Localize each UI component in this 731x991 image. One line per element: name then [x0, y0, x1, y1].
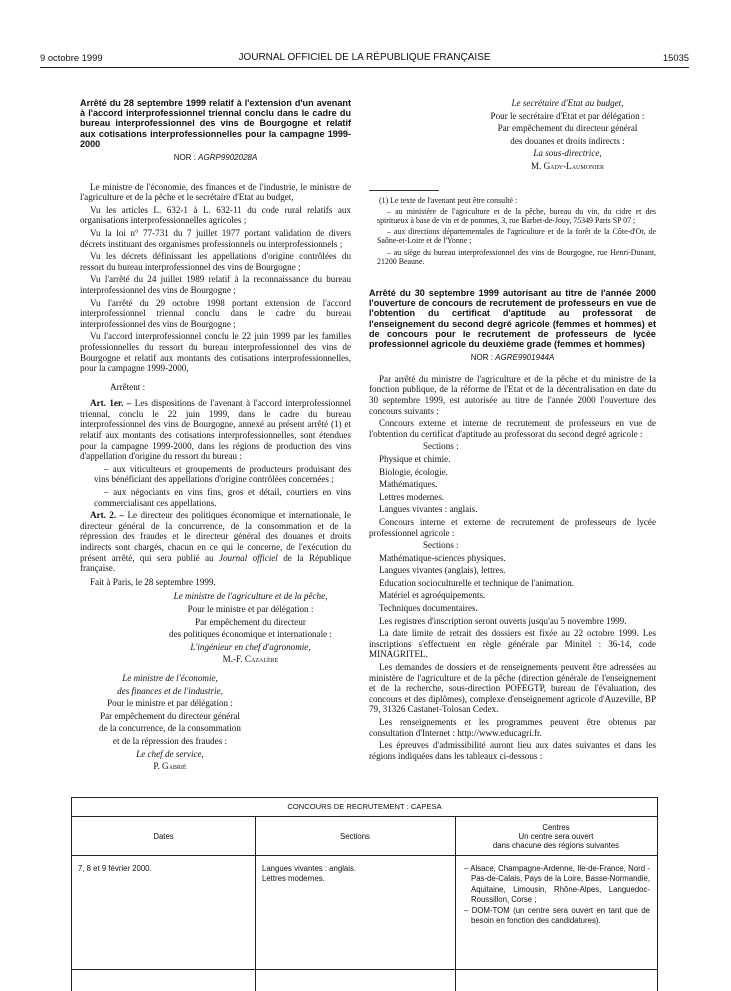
section-item: Biologie, écologie.: [379, 466, 448, 477]
header-dates: Dates: [153, 831, 174, 841]
row-divider: [72, 969, 657, 970]
preamble-para: Le ministre de l'économie, des finances et de l'industrie, le ministre de l'agriculture et de la pêche et le secrétaire d'Etat au budget,: [80, 181, 351, 203]
demandes-para: Les demandes de dossiers et de renseignements peuvent être adressées au ministère de l'agriculture et de la pêche (direction générale de l'enseignement et de la recherche, sous-direction POFEGTP, bureau de l'évaluation, des concours et des diplômes), complexe d'enseignement agricole d'Auzeville, BP 79, 31326 Castanet-Tolosan Cedex.: [369, 662, 656, 715]
signatory-name: P. Gabrié: [153, 761, 187, 772]
section-item: Lettres modernes.: [379, 491, 445, 502]
table-header-row: [72, 817, 657, 856]
footnote-item: – aux directions départementales de l'agriculture et de la forêt de la Côte-d'Or, de Saône-et-Loire et de l'Yonne ;: [377, 227, 656, 246]
right-column: [369, 98, 656, 763]
section-item: Langues vivantes : anglais.: [379, 504, 478, 515]
nor-code-2: AGRE9901944A: [495, 353, 555, 363]
left-column: [80, 98, 351, 774]
preamble-para: Vu l'arrêté du 29 octobre 1998 portant extension de l'accord interprofessionnel triennal conclu dans le cadre du bureau interprofessionnel des vins de Bourgogne ;: [80, 297, 351, 329]
section-item: Mathématique-sciences physiques.: [379, 552, 506, 563]
concours-2: Concours interne et externe de recrutement de professeurs de lycée professionnel agricole :: [369, 516, 656, 538]
row-sections: Langues vivantes : anglais. Lettres modernes.: [262, 864, 357, 884]
preamble-para: Vu l'accord interprofessionnel conclu le 22 juin 1999 par les familles professionnelles du ressort du bureau interprofessionnel des vins de Bourgogne et relatif aux montants des cotisations interprofessionnelles, pour la campagne 1999-2000,: [80, 331, 351, 374]
sections-heading: Sections :: [423, 540, 459, 551]
signature-block-1: Le ministre de l'agriculture et de la pêche, Pour le ministre et par délégation : Par empêchement du directeur des politiques économique et internationale : L'ingénieur en chef d'agronomie, M.-F. Cazalère: [140, 591, 351, 665]
capesa-table: [71, 797, 658, 991]
internet-para: Les renseignements et les programmes peuvent être obtenus par consultation d'Internet : http://www.educagri.fr.: [369, 717, 656, 738]
footnote: (1) Le texte de l'avenant peut être consulté :: [379, 195, 518, 205]
section-item: Matériel et agroéquipements.: [379, 590, 486, 601]
signature-block-3: Le secrétaire d'Etat au budget, Pour le secrétaire d'Etat et par délégation : Par empêchement du directeur général des douanes et droits indirects : La sous-directrice, M. Gady-Laumonier: [469, 98, 656, 172]
preamble-para: Vu les décrets définissant les appellations d'origine contrôlées du ressort du bureau interprofessionnel des vins de Bourgogne ;: [80, 251, 351, 272]
footnote-item: – au ministère de l'agriculture et de la pêche, bureau du vin, du cidre et des spiritueux à base de vin et de pommes, 3, rue Barbet-de-Jouy, 75349 Paris SP 07 ;: [377, 206, 656, 225]
header-centres: Centres Un centre sera ouvert dans chacune des régions suivantes: [492, 822, 620, 850]
epreuves-para: Les épreuves d'admissibilité auront lieu aux dates suivantes et dans les régions indiquées dans les tableaux ci-dessous :: [369, 740, 656, 761]
row-dates: 7, 8 et 9 février 2000.: [78, 864, 152, 873]
nor-code-1: AGRP9902028A: [198, 153, 258, 163]
nor-1: NOR : AGRP9902028A: [173, 153, 258, 163]
header-sections: Sections: [340, 831, 370, 841]
bullet-item: – aux viticulteurs et groupements de producteurs produisant des vins bénéficiant des appellations d'origine contrôlées concernées ;: [94, 463, 351, 485]
date-limite-para: La date limite de retrait des dossiers est fixée au 22 octobre 1999. Les inscriptions s'effectuent en règle générale par Minitel : 36-14, code MINAGRITEL.: [369, 628, 656, 660]
preamble-para: Vu les articles L. 632-1 à L. 632-11 du code rural relatifs aux organisations interprofessionnelles agricoles ;: [80, 204, 351, 226]
article-2-label: Art. 2. –: [90, 510, 125, 521]
concours-1: Concours externe et interne de recrutement de professeurs en vue de l'obtention du certificat d'aptitude au professorat du second degré agricole :: [369, 418, 656, 439]
decree-title-1: Arrêté du 28 septembre 1999 relatif à l'extension d'un avenant à l'accord interprofessionnel triennal conclu dans le cadre du bureau interprofessionnel des vins de Bourgogne et relatif aux cotisations interprofessionnelles pour la campagne 1999-2000: [80, 98, 351, 149]
col-divider: [255, 817, 256, 991]
signatory-name: M. Gady-Laumonier: [530, 160, 605, 171]
intro-para: Par arrêté du ministre de l'agriculture et de la pêche et du ministre de la fonction publique, de la réforme de l'Etat et de la décentralisation en date du 30 septembre 1999, est autorisée au titre de l'année 2000 l'ouverture des concours suivants :: [369, 373, 656, 416]
bullet-item: – aux négociants en vins fins, gros et détail, courtiers en vins commercialisant ces appellations.: [94, 487, 351, 508]
col-divider: [455, 817, 456, 991]
article-1: Art. 1er. – Les dispositions de l'avenant à l'accord interprofessionnel triennal, conclu le 22 juin 1999, dans le cadre du bureau interprofessionnel des vins de Bourgogne, annexé au présent arrêté (1) et relatif aux montants des cotisations interprofessionnelles, sont étendues pour la campagne 1999-2000, dans les régions de production des vins d'appellation d'origine du ressort du bureau :: [80, 398, 351, 462]
sections-heading: Sections :: [423, 441, 459, 452]
article-2: Art. 2. – Le directeur des politiques économique et internationale, le directeur général de la concurrence, de la consommation et de la répression des fraudes et le directeur général des douanes et droits indirects sont chargés, chacun en ce qui le concerne, de l'exécution du présent arrêté, qui sera publié au Journal officiel de la République française.: [80, 510, 351, 574]
row-centres: – Alsace, Champagne-Ardenne, Ile-de-France, Nord - Pas-de-Calais, Pays de la Loire, Basse-Normandie, Aquitaine, Limousin, Rhône-Alpes, Languedoc-Roussillon, Corse ; – DOM-TOM (un centre sera ouvert en tant que de besoin en fonction des candidatures).: [464, 864, 650, 926]
registres-para: Les registres d'inscription seront ouverts jusqu'au 5 novembre 1999.: [379, 615, 627, 626]
journal-title: JOURNAL OFFICIEL DE LA RÉPUBLIQUE FRANÇAISE: [238, 52, 491, 63]
page-number: 15035: [662, 52, 689, 63]
section-item: Mathématiques.: [379, 479, 438, 490]
arretent: Arrêtent :: [110, 381, 146, 392]
article-1-label: Art. 1er. –: [90, 398, 132, 409]
section-item: Langues vivantes (anglais), lettres.: [379, 565, 506, 576]
page-header: [40, 52, 689, 66]
fait-a-paris: Fait à Paris, le 28 septembre 1999.: [90, 576, 216, 587]
preamble-para: Vu l'arrêté du 24 juillet 1989 relatif à la reconnaissance du bureau interprofessionnel des vins de Bourgogne ;: [80, 274, 351, 295]
nor-2: NOR : AGRE9901944A: [470, 353, 555, 363]
table-caption: CONCOURS DE RECRUTEMENT : CAPESA: [72, 798, 657, 817]
footnote-rule: [369, 190, 439, 191]
footnote-item: – au siège du bureau interprofessionnel des vins de Bourgogne, rue Henri-Dunant, 21200 Beaune.: [377, 247, 656, 266]
section-item: Techniques documentaires.: [379, 603, 478, 614]
decree-title-2: Arrêté du 30 septembre 1999 autorisant au titre de l'année 2000 l'ouverture de concours de recrutement de professeurs en vue de l'obtention du certificat d'aptitude au professorat de l'enseignement du second degré agricole (femmes et hommes) et de concours pour le recrutement de professeurs de lycée professionnel agricole du deuxième grade (femmes et hommes): [369, 287, 656, 349]
signature-block-2: Le ministre de l'économie, des finances et de l'industrie, Pour le ministre et par délégation : Par empêchement du directeur général de la concurrence, de la consommation et de la répression des fraudes : Le chef de service, P. Gabrié: [80, 673, 250, 772]
signatory-name: M.-F. Cazalère: [222, 654, 279, 665]
header-date: 9 octobre 1999: [40, 52, 103, 63]
section-item: Physique et chimie.: [379, 453, 451, 464]
header-rule: [40, 67, 689, 68]
section-item: Education socioculturelle et technique de l'animation.: [379, 577, 575, 588]
preamble-para: Vu la loi n° 77-731 du 7 juillet 1977 portant validation de divers décrets instituant des organismes professionnels ou interprofessionnels ;: [80, 227, 351, 249]
